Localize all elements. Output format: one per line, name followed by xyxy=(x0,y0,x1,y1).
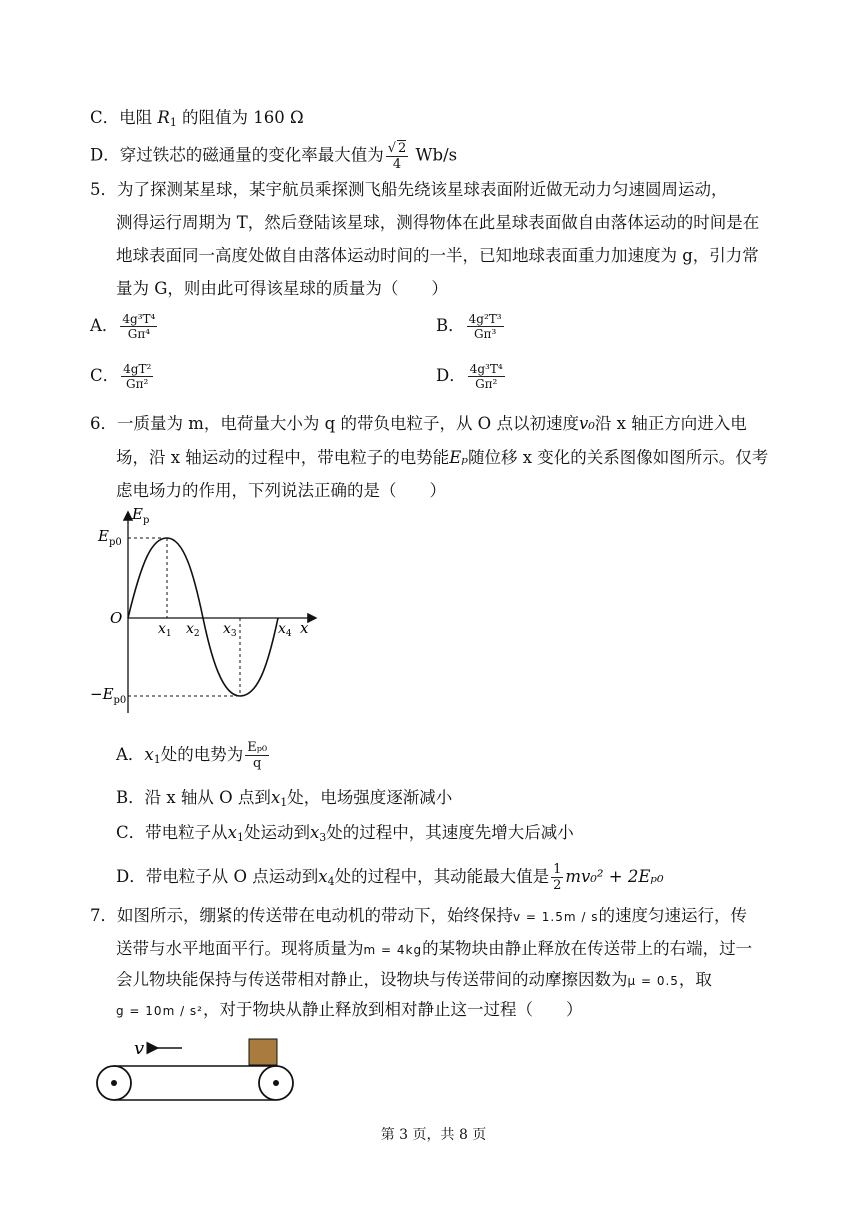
q4-option-d: D．穿过铁芯的磁通量的变化率最大值为 $\frac{√ 2}{4}$ Wb/s xyxy=(90,141,458,172)
q5-option-d: D． $\frac{\text{4g³T⁴}}{\text{Gπ²}}$ xyxy=(436,362,503,391)
q7-stem-line4: g = 10m / s²，对于物块从静止释放到相对静止这一过程（ ） xyxy=(116,1000,583,1019)
svg-text:x2: $x_2$ xyxy=(186,621,200,639)
svg-text:O: O xyxy=(110,609,123,627)
conveyor-belt-diagram xyxy=(92,1032,302,1110)
svg-text:Ep: $E_p$ xyxy=(132,505,150,526)
q6-stem-line1: 6．一质量为 m，电荷量大小为 q 的带负电粒子，从 O 点以初速度v₀沿 x 轴正方向进入电 xyxy=(90,414,747,433)
q6-option-d: D．带电粒子从 O 点运动到$x_4$处的过程中，其动能最大值是 $\frac{1}{2}$ mv₀² + 2Eₚ₀ xyxy=(116,862,664,893)
q6-option-c: C．带电粒子从$x_1$处运动到$x_3$处的过程中，其速度先增大后减小 xyxy=(116,823,574,844)
q6-option-a: A．$x_1$处的电势为 $\frac{\text{Eₚ₀}}{q}$ xyxy=(116,740,268,771)
q7-stem-line2: 送带与水平地面平行。现将质量为m = 4kg的某物块由静止释放在传送带上的右端，过一 xyxy=(116,939,753,958)
svg-text:x: x xyxy=(300,619,309,637)
svg-text:Ep0: $E_{p0}$ xyxy=(98,527,122,548)
q7-stem-line1: 7．如图所示，绷紧的传送带在电动机的带动下，始终保持v = 1.5m / s的速度匀速运行，传 xyxy=(90,906,747,925)
page-footer: 第 3 页，共 8 页 xyxy=(380,1127,487,1143)
ep-curve xyxy=(128,538,278,696)
svg-text:−Ep0: $-E_{p0}$ xyxy=(90,685,127,706)
q5-option-a: A． $\frac{\text{4g³T⁴}}{\text{Gπ⁴}}$ xyxy=(90,312,156,341)
q6-stem-line3: 虑电场力的作用，下列说法正确的是（ ） xyxy=(116,481,446,500)
q7-stem-line3: 会儿物块能保持与传送带相对静止，设物块与传送带间的动摩擦因数为μ = 0.5，取 xyxy=(116,970,712,989)
q4-option-c: C．电阻 $R_1$ 的阻值为 160 Ω xyxy=(90,108,304,129)
q5-stem-line2: 测得运行周期为 T，然后登陆该星球，测得物体在此星球表面做自由落体运动的时间是在 xyxy=(116,213,760,232)
q5-stem-line3: 地球表面同一高度处做自由落体运动时间的一半，已知地球表面重力加速度为 g，引力常 xyxy=(116,246,759,265)
q5-option-c: C． $\frac{\text{4gT²}}{\text{Gπ²}}$ xyxy=(90,362,152,391)
q5-stem-line4: 量为 G，则由此可得该星球的质量为（ ） xyxy=(116,279,448,298)
q5-option-b: B． $\frac{\text{4g²T³}}{\text{Gπ³}}$ xyxy=(436,312,502,341)
q5-stem-line1: 5．为了探测某星球，某宇航员乘探测飞船先绕该星球表面附近做无动力匀速圆周运动， xyxy=(90,180,728,199)
svg-text:x3: $x_3$ xyxy=(223,621,237,639)
block xyxy=(249,1039,277,1065)
ep-x-graph xyxy=(90,505,330,720)
svg-text:x1: $x_1$ xyxy=(158,621,172,639)
q6-option-b: B．沿 x 轴从 O 点到$x_1$处，电场强度逐渐减小 xyxy=(116,788,453,809)
q6-stem-line2: 场，沿 x 轴运动的过程中，带电粒子的电势能Eₚ随位移 x 变化的关系图像如图所示。仅考 xyxy=(116,448,769,467)
sqrt2-over-4-fraction: $\frac{√ 2}{4}$ xyxy=(387,141,407,172)
svg-text:x4: $x_4$ xyxy=(278,621,292,639)
belt-velocity-label: v xyxy=(134,1038,145,1059)
